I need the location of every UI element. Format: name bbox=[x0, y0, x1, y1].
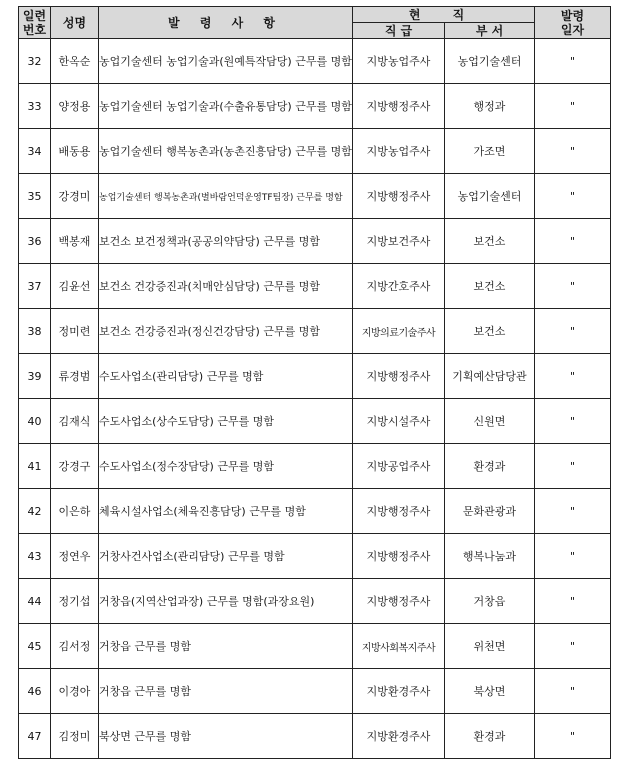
serial-number-cell: 34 bbox=[19, 129, 51, 174]
serial-number-cell: 37 bbox=[19, 264, 51, 309]
table-row bbox=[19, 669, 611, 714]
name-cell: 김윤선 bbox=[51, 264, 99, 309]
table-row bbox=[19, 219, 611, 264]
header-name: 성명 bbox=[51, 7, 99, 39]
order-cell: 체육시설사업소(체육진흥담당) 근무를 명함 bbox=[99, 489, 353, 534]
date-cell: " bbox=[535, 264, 611, 309]
table-row bbox=[19, 84, 611, 129]
date-cell: " bbox=[535, 399, 611, 444]
table-row bbox=[19, 444, 611, 489]
order-cell: 거창읍 근무를 명함 bbox=[99, 624, 353, 669]
header-order-date bbox=[535, 7, 611, 39]
order-cell: 농업기술센터 농업기술과(수출유통담당) 근무를 명함 bbox=[99, 84, 353, 129]
table-header bbox=[19, 7, 611, 39]
date-cell: " bbox=[535, 219, 611, 264]
name-cell: 정기섭 bbox=[51, 579, 99, 624]
order-cell: 농업기술센터 농업기술과(원예특작담당) 근무를 명함 bbox=[99, 39, 353, 84]
serial-number-cell: 36 bbox=[19, 219, 51, 264]
header-rank: 직 급 bbox=[353, 23, 445, 39]
serial-number-cell: 40 bbox=[19, 399, 51, 444]
rank-cell: 지방행정주사 bbox=[353, 84, 445, 129]
serial-number-cell: 32 bbox=[19, 39, 51, 84]
rank-cell: 지방환경주사 bbox=[353, 714, 445, 759]
date-cell: " bbox=[535, 534, 611, 579]
name-cell: 강경미 bbox=[51, 174, 99, 219]
header-current-position: 현 직 bbox=[353, 7, 535, 23]
table-row bbox=[19, 354, 611, 399]
serial-number-cell: 43 bbox=[19, 534, 51, 579]
rank-cell: 지방행정주사 bbox=[353, 489, 445, 534]
department-cell: 환경과 bbox=[445, 444, 535, 489]
rank-cell: 지방의료기술주사 bbox=[353, 309, 445, 354]
table-row bbox=[19, 624, 611, 669]
serial-number-cell: 44 bbox=[19, 579, 51, 624]
name-cell: 김정미 bbox=[51, 714, 99, 759]
table-row bbox=[19, 579, 611, 624]
date-cell: " bbox=[535, 489, 611, 534]
rank-cell: 지방환경주사 bbox=[353, 669, 445, 714]
serial-number-cell: 39 bbox=[19, 354, 51, 399]
name-cell: 이은하 bbox=[51, 489, 99, 534]
name-cell: 김재식 bbox=[51, 399, 99, 444]
rank-cell: 지방행정주사 bbox=[353, 534, 445, 579]
date-cell: " bbox=[535, 714, 611, 759]
date-cell: " bbox=[535, 84, 611, 129]
name-cell: 배동용 bbox=[51, 129, 99, 174]
department-cell: 농업기술센터 bbox=[445, 174, 535, 219]
department-cell: 위천면 bbox=[445, 624, 535, 669]
table-body bbox=[19, 39, 611, 759]
order-cell: 거창읍 근무를 명함 bbox=[99, 669, 353, 714]
serial-number-cell: 33 bbox=[19, 84, 51, 129]
department-cell: 보건소 bbox=[445, 219, 535, 264]
rank-cell: 지방사회복지주사 bbox=[353, 624, 445, 669]
date-cell: " bbox=[535, 624, 611, 669]
department-cell: 행정과 bbox=[445, 84, 535, 129]
serial-number-cell: 41 bbox=[19, 444, 51, 489]
date-cell: " bbox=[535, 669, 611, 714]
serial-number-cell: 38 bbox=[19, 309, 51, 354]
header-serial-line2: 번호 bbox=[22, 22, 47, 37]
serial-number-cell: 45 bbox=[19, 624, 51, 669]
order-cell: 보건소 건강증진과(치매안심담당) 근무를 명함 bbox=[99, 264, 353, 309]
date-cell: " bbox=[535, 309, 611, 354]
order-cell: 수도사업소(정수장담당) 근무를 명함 bbox=[99, 444, 353, 489]
header-serial-number bbox=[19, 7, 51, 39]
rank-cell: 지방시설주사 bbox=[353, 399, 445, 444]
name-cell: 양정용 bbox=[51, 84, 99, 129]
department-cell: 행복나눔과 bbox=[445, 534, 535, 579]
serial-number-cell: 46 bbox=[19, 669, 51, 714]
rank-cell: 지방보건주사 bbox=[353, 219, 445, 264]
date-cell: " bbox=[535, 444, 611, 489]
personnel-order-table bbox=[18, 6, 611, 759]
department-cell: 신원면 bbox=[445, 399, 535, 444]
date-cell: " bbox=[535, 579, 611, 624]
rank-cell: 지방행정주사 bbox=[353, 579, 445, 624]
name-cell: 정연우 bbox=[51, 534, 99, 579]
table-row bbox=[19, 534, 611, 579]
header-department: 부 서 bbox=[445, 23, 535, 39]
name-cell: 류경범 bbox=[51, 354, 99, 399]
department-cell: 농업기술센터 bbox=[445, 39, 535, 84]
rank-cell: 지방공업주사 bbox=[353, 444, 445, 489]
order-cell: 농업기술센터 행복농촌과(별바람언덕운영TF팀장) 근무를 명함 bbox=[99, 174, 353, 219]
date-cell: " bbox=[535, 39, 611, 84]
header-date-line1: 발령 bbox=[560, 8, 585, 23]
serial-number-cell: 47 bbox=[19, 714, 51, 759]
order-cell: 수도사업소(상수도담당) 근무를 명함 bbox=[99, 399, 353, 444]
name-cell: 김서정 bbox=[51, 624, 99, 669]
order-cell: 거창읍(지역산업과장) 근무를 명함(과장요원) bbox=[99, 579, 353, 624]
name-cell: 강경구 bbox=[51, 444, 99, 489]
rank-cell: 지방간호주사 bbox=[353, 264, 445, 309]
order-cell: 북상면 근무를 명함 bbox=[99, 714, 353, 759]
department-cell: 기획예산담당관 bbox=[445, 354, 535, 399]
table-row bbox=[19, 489, 611, 534]
name-cell: 백봉재 bbox=[51, 219, 99, 264]
department-cell: 보건소 bbox=[445, 264, 535, 309]
department-cell: 거창읍 bbox=[445, 579, 535, 624]
department-cell: 문화관광과 bbox=[445, 489, 535, 534]
order-cell: 보건소 보건정책과(공공의약담당) 근무를 명함 bbox=[99, 219, 353, 264]
name-cell: 한옥순 bbox=[51, 39, 99, 84]
serial-number-cell: 35 bbox=[19, 174, 51, 219]
header-order-details: 발 령 사 항 bbox=[99, 7, 353, 39]
department-cell: 보건소 bbox=[445, 309, 535, 354]
department-cell: 환경과 bbox=[445, 714, 535, 759]
table-row bbox=[19, 174, 611, 219]
header-date-line2: 일자 bbox=[560, 22, 585, 37]
department-cell: 북상면 bbox=[445, 669, 535, 714]
order-cell: 수도사업소(관리담당) 근무를 명함 bbox=[99, 354, 353, 399]
date-cell: " bbox=[535, 174, 611, 219]
header-serial-line1: 일련 bbox=[22, 8, 47, 23]
table-row bbox=[19, 714, 611, 759]
rank-cell: 지방행정주사 bbox=[353, 354, 445, 399]
name-cell: 정미련 bbox=[51, 309, 99, 354]
table-row bbox=[19, 39, 611, 84]
order-cell: 보건소 건강증진과(정신건강담당) 근무를 명함 bbox=[99, 309, 353, 354]
rank-cell: 지방농업주사 bbox=[353, 39, 445, 84]
rank-cell: 지방행정주사 bbox=[353, 174, 445, 219]
serial-number-cell: 42 bbox=[19, 489, 51, 534]
order-cell: 거창사건사업소(관리담당) 근무를 명함 bbox=[99, 534, 353, 579]
table-row bbox=[19, 399, 611, 444]
date-cell: " bbox=[535, 354, 611, 399]
order-cell: 농업기술센터 행복농촌과(농촌진흥담당) 근무를 명함 bbox=[99, 129, 353, 174]
table-row bbox=[19, 129, 611, 174]
name-cell: 이경아 bbox=[51, 669, 99, 714]
table-row bbox=[19, 264, 611, 309]
table-row bbox=[19, 309, 611, 354]
date-cell: " bbox=[535, 129, 611, 174]
rank-cell: 지방농업주사 bbox=[353, 129, 445, 174]
department-cell: 가조면 bbox=[445, 129, 535, 174]
